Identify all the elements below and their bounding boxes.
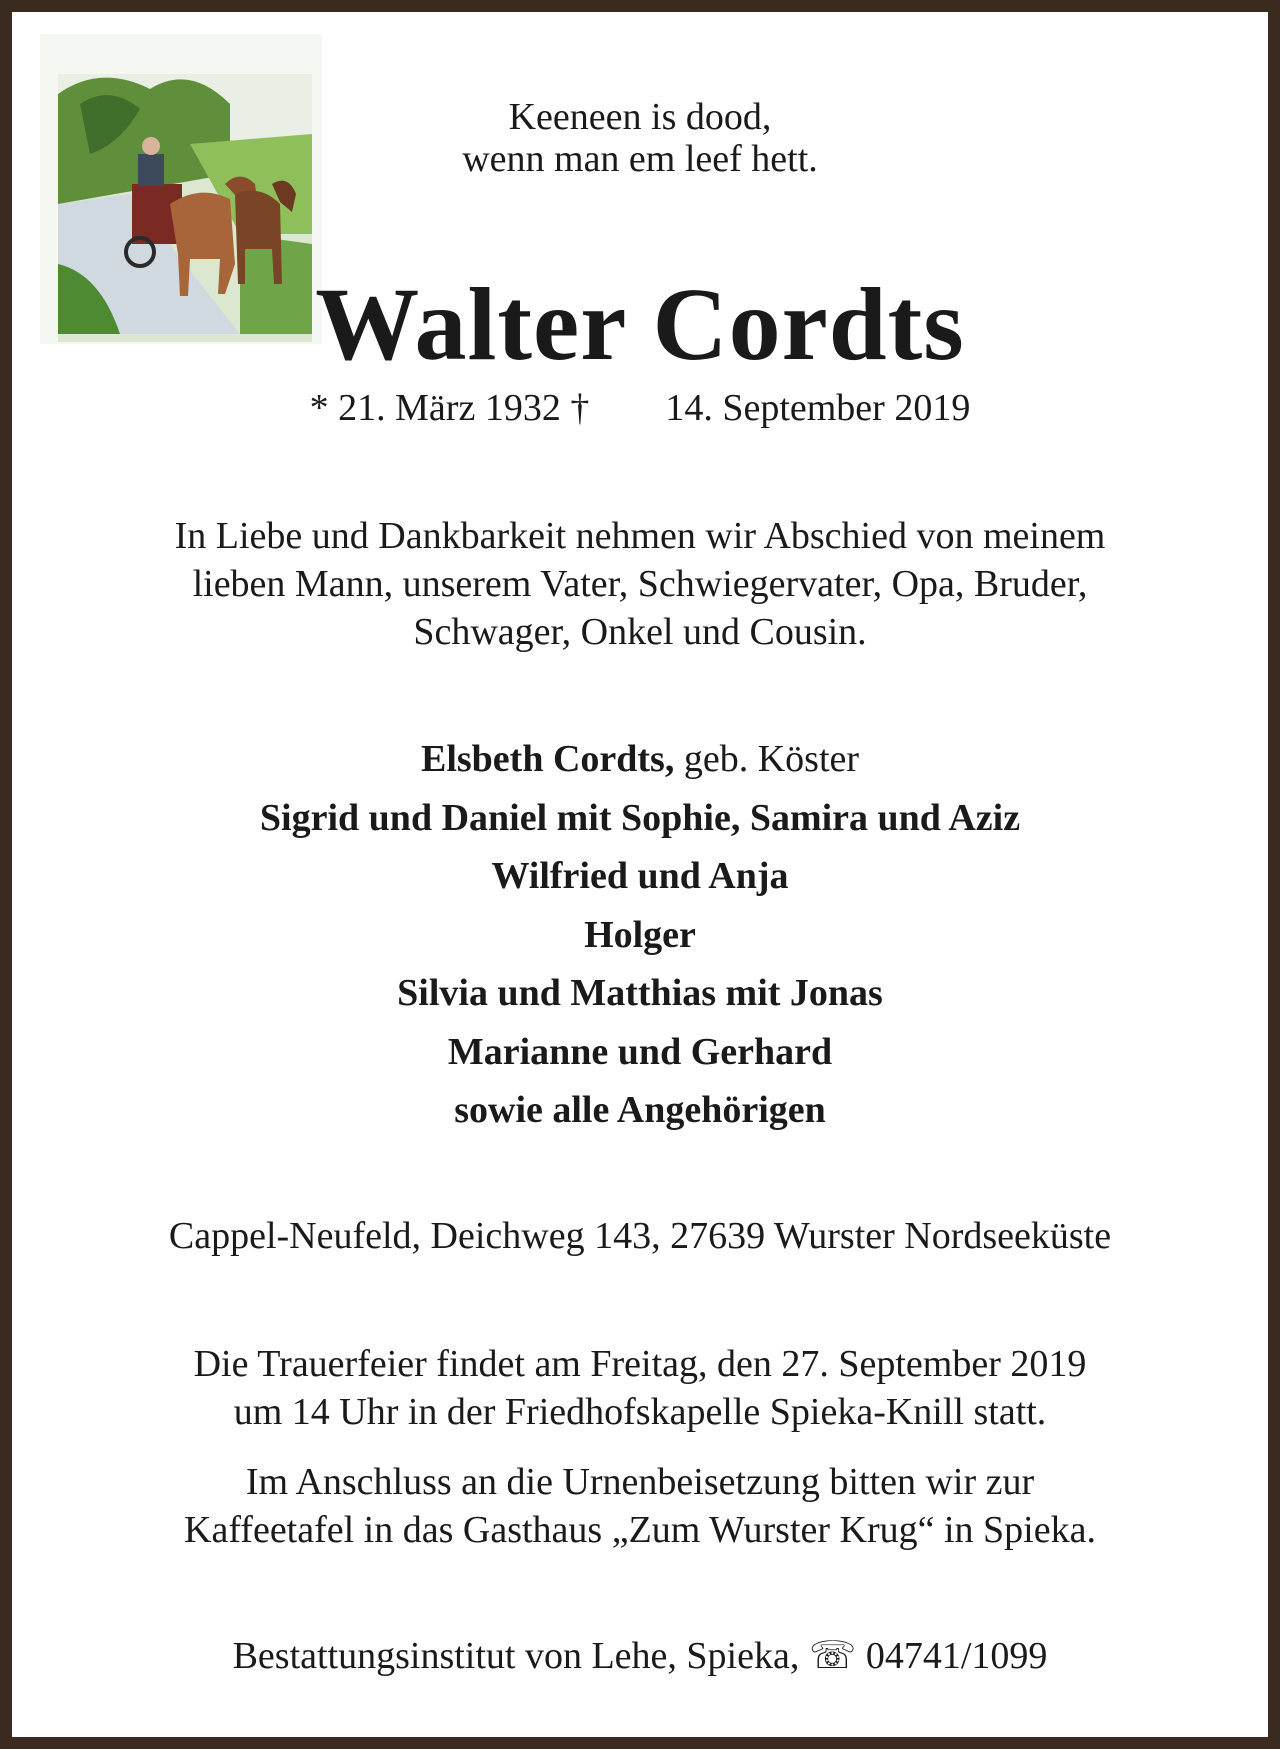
spouse-maiden-name: geb. Köster [674, 738, 860, 780]
mourner-line: Marianne und Gerhard [447, 1030, 833, 1073]
reception-line: Kaffeetafel in das Gasthaus „Zum Wurster Krug“ in Spieka. [184, 1509, 1096, 1551]
farewell-line: lieben Mann, unserem Vater, Schwiegervater, Opa, Bruder, [192, 563, 1088, 605]
motto [12, 96, 1268, 180]
service-line: um 14 Uhr in der Friedhofskapelle Spieka-Knill statt. [233, 1391, 1047, 1433]
farewell-text [12, 512, 1268, 656]
deceased-name: Walter Cordts [315, 267, 965, 382]
spouse-name: Elsbeth Cordts, [420, 738, 675, 780]
mourner-line: Silvia und Matthias mit Jonas [397, 972, 883, 1014]
mourner-line: Sigrid und Daniel mit Sophie, Samira und Aziz [259, 796, 1021, 839]
spouse-line [12, 730, 1268, 789]
family-address: Cappel-Neufeld, Deichweg 143, 27639 Wurster Nordseeküste [168, 1215, 1112, 1257]
motto-line: wenn man em leef hett. [462, 138, 818, 180]
reception-info [12, 1458, 1268, 1554]
mourner-line: sowie alle Angehörigen [454, 1089, 826, 1131]
undertaker-contact [12, 1632, 1268, 1680]
death-date: 14. September 2019 [665, 387, 971, 429]
motto-line: Keeneen is dood, [508, 96, 772, 138]
service-line: Die Trauerfeier findet am Freitag, den 27. September 2019 [193, 1343, 1087, 1385]
reception-line: Im Anschluss an die Urnenbeisetzung bitten wir zur [245, 1461, 1035, 1503]
farewell-line: In Liebe und Dankbarkeit nehmen wir Abschied von meinem [174, 515, 1106, 557]
farewell-line: Schwager, Onkel und Cousin. [413, 611, 867, 653]
life-dates [12, 386, 1268, 430]
mourner-line: Holger [584, 913, 696, 956]
mourner-line: Wilfried und Anja [491, 855, 789, 897]
mourners-list [12, 730, 1268, 1140]
telephone-icon: ☏ [808, 1635, 857, 1677]
birth-date: * 21. März 1932 † [309, 387, 590, 429]
funeral-service-info [12, 1340, 1268, 1436]
undertaker-phone: 04741/1099 [865, 1635, 1048, 1677]
undertaker-name: Bestattungsinstitut von Lehe, Spieka, [232, 1635, 809, 1677]
